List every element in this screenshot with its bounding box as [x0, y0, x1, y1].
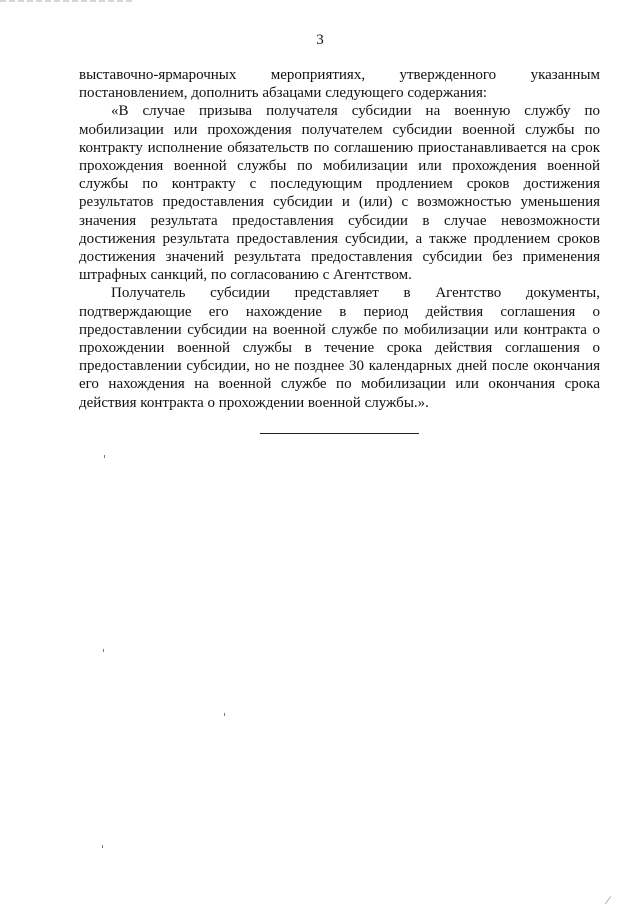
paragraph-amendment-quote: «В случае призыва получателя субсидии на военную службу по мобилизации или прохождения получателем субсидии военной службы по контракту исполнение обязательств по соглашению приостанавливается на срок прохождения военной службы по мобилизации или прохождения военной службы по контракту с последующим продлением сроков достижения результатов предоставления субсидии и (или) с возможностью уменьшения значения результата предоставления субсидии в случае невозможности достижения результата предоставления субсидии, а также продлением сроков достижения значений результата предоставления субсидии без применения штрафных санкций, по согласованию с Агентством. — [79, 103, 600, 284]
document-body — [79, 66, 600, 412]
end-separator-line — [260, 433, 419, 434]
paragraph-documents-requirement: Получатель субсидии представляет в Агентство документы, подтверждающие его нахождение в период действия соглашения о предоставлении субсидии на военной службе по мобилизации или контракта о прохождении военной службы в течение срока действия соглашения о предоставлении субсидии, но не позднее 30 календарных дней после окончания его нахождения на военной службе по мобилизации или окончания срока действия контракта о прохождении военной службы.». — [79, 285, 600, 411]
scan-speck — [104, 455, 105, 458]
scan-corner-mark: ⁄ — [607, 893, 610, 907]
scan-speck — [103, 649, 104, 652]
paragraph-continuation: выставочно-ярмарочных мероприятиях, утвержденного указанным постановлением, дополнить абзацами следующего содержания: — [79, 67, 600, 102]
scan-edge-artifact — [0, 0, 135, 2]
page-number: 3 — [316, 32, 324, 48]
scan-speck — [224, 713, 225, 716]
scan-speck — [102, 845, 103, 848]
